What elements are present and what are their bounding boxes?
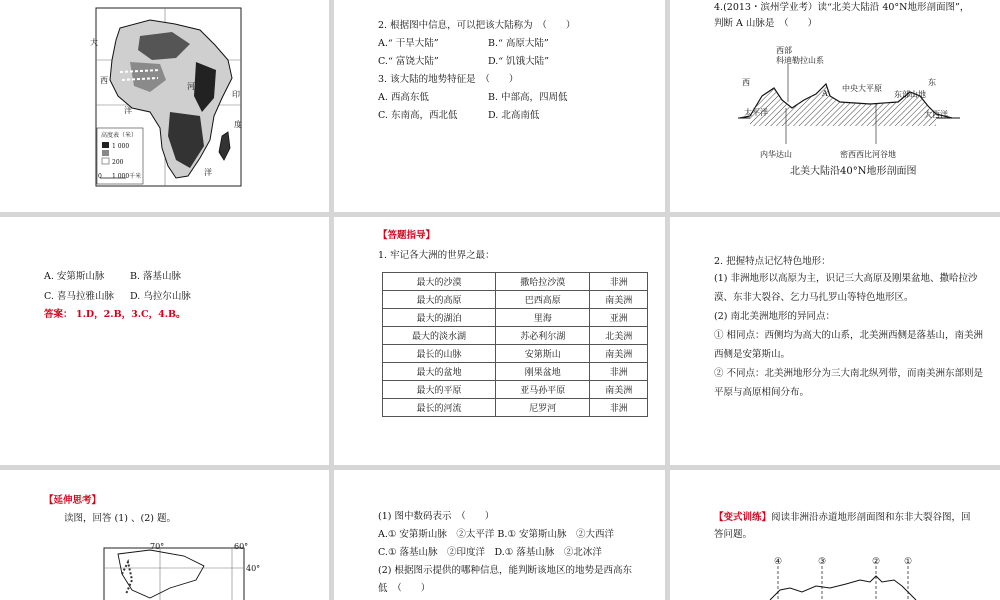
q2-option-d[interactable]: D.“ 饥饿大陆”: [488, 56, 550, 67]
q3-option-a[interactable]: A. 西高东低: [378, 92, 429, 103]
map-label-yang: 洋: [124, 106, 132, 115]
table-row: [383, 345, 648, 363]
longitude-60: 60°: [234, 542, 249, 551]
landform-p4: ② 不同点：北美洲地形分为三大南北纵列带，而南美洲东部则是平原与高原相间分布。: [714, 368, 984, 398]
south-america-map-partial: [0, 470, 329, 600]
profile-mark-1: ①: [904, 557, 913, 567]
q2-option-b[interactable]: B.“ 高原大陆”: [488, 38, 549, 49]
map-label-du: 度: [234, 120, 242, 129]
africa-elevation-map: [0, 0, 329, 212]
table-cell: 南美洲: [590, 291, 648, 309]
legend-200: 200: [112, 159, 124, 166]
q3-option-d[interactable]: D. 北高南低: [488, 110, 540, 121]
answer-label: 答案：: [44, 309, 73, 320]
table-cell: 里海: [495, 309, 589, 327]
table-cell: 苏必利尔湖: [495, 327, 589, 345]
ext-question-1: (1) 图中数码表示 （ ）: [378, 511, 495, 522]
extend-header: 【延伸思考】: [44, 495, 102, 506]
table-cell: 巴西高原: [495, 291, 589, 309]
label-atlantic: 大西洋: [924, 110, 948, 119]
map-label-yin: 印: [232, 90, 240, 99]
scale-zero: 0: [98, 173, 102, 180]
table-row: [383, 309, 648, 327]
table-cell: 最长的河流: [383, 399, 496, 417]
map-label-he: 河: [187, 82, 195, 91]
variant-text: 阅读非洲沿赤道地形剖面图和东非大裂谷图，回: [771, 512, 971, 523]
q4-option-c[interactable]: C. 喜马拉雅山脉: [44, 291, 114, 302]
label-mississippi: 密西西比河谷地: [840, 150, 896, 159]
slide-question-extended: [334, 470, 665, 600]
latitude-40: 40°: [246, 564, 261, 573]
table-cell: 北美洲: [590, 327, 648, 345]
legend-1000: 1 000: [112, 143, 130, 150]
table-row: [383, 399, 648, 417]
question-3: 3. 该大陆的地势特征是 （ ）: [378, 74, 519, 85]
ext-question-2b: 低 （ ）: [378, 583, 431, 594]
ext-question-2: (2) 根据图示提供的哪种信息，能判断该地区的地势是西高东: [378, 565, 632, 576]
landform-title: 2. 把握特点记忆特色地形：: [714, 256, 831, 267]
table-row: [383, 327, 648, 345]
landform-p2: (2) 南北美洲地形的异同点：: [714, 311, 835, 322]
table-cell: 刚果盆地: [495, 363, 589, 381]
extend-text: 读图，回答 (1) 、(2) 题。: [64, 513, 176, 524]
label-east: 东: [928, 78, 936, 87]
africa-equator-profile: [670, 470, 1000, 600]
table-cell: 最大的湖泊: [383, 309, 496, 327]
longitude-70: 70°: [150, 542, 165, 551]
answer-text: 1.D，2.B，3.C，4.B。: [76, 309, 186, 320]
landform-p3: ① 相同点：西侧均为高大的山系，北美洲西侧是落基山，南美洲西侧是安第斯山。: [714, 330, 984, 360]
table-row: [383, 273, 648, 291]
label-east-hills: 东部山地: [894, 90, 926, 99]
table-cell: 南美洲: [590, 381, 648, 399]
table-cell: 最大的高原: [383, 291, 496, 309]
q4-option-d[interactable]: D. 乌拉尔山脉: [130, 291, 191, 302]
label-pacific: 太平洋: [744, 108, 768, 117]
label-west: 西: [742, 78, 750, 87]
table-cell: 亚马孙平原: [495, 381, 589, 399]
slide-world-records: [334, 217, 665, 465]
question-4-line1: 4.(2013・滨州学业考）读“北美大陆沿 40°N地形剖面图”，: [714, 2, 970, 13]
q2-option-c[interactable]: C.“ 富饶大陆”: [378, 56, 439, 67]
table-cell: 撒哈拉沙漠: [495, 273, 589, 291]
q4-option-a[interactable]: A. 安第斯山脉: [44, 271, 105, 282]
guide-header: 【答题指导】: [378, 230, 436, 241]
slide-variant-training: [670, 470, 1000, 600]
ext-options-ab: A.① 安第斯山脉 ②太平洋 B.① 安第斯山脉 ②大西洋: [378, 529, 614, 540]
landform-p1: (1) 非洲地形以高原为主，识记三大高原及刚果盆地、撒哈拉沙漠、东非大裂谷、乞力马扎罗山等特色地形区。: [714, 273, 978, 303]
map-label-da: 大: [90, 38, 98, 47]
slide-options-answer: [0, 217, 329, 465]
profile-mark-2: ②: [872, 557, 881, 567]
table-cell: 最大的盆地: [383, 363, 496, 381]
table-cell: 南美洲: [590, 345, 648, 363]
world-records-table: [382, 272, 648, 417]
table-cell: 最大的平原: [383, 381, 496, 399]
label-cordillera: 科迪勒拉山系: [776, 56, 824, 65]
table-cell: 最长的山脉: [383, 345, 496, 363]
table-cell: 非洲: [590, 273, 648, 291]
ext-options-cd: C.① 落基山脉 ②印度洋 D.① 落基山脉 ②北冰洋: [378, 547, 602, 558]
scale-label: 1 000千米: [112, 173, 142, 180]
q4-option-b[interactable]: B. 落基山脉: [130, 271, 182, 282]
slide-extended-thinking: [0, 470, 329, 600]
label-central-plains: 中央大平原: [842, 84, 882, 93]
guide-intro: 1. 牢记各大洲的世界之最：: [378, 250, 495, 261]
profile-mark-3: ③: [818, 557, 827, 567]
q3-option-b[interactable]: B. 中部高，四周低: [488, 92, 568, 103]
legend-title: 高度表（米）: [101, 132, 138, 139]
q2-option-a[interactable]: A.“ 干旱大陆”: [378, 38, 439, 49]
slide-question-4: [670, 0, 1000, 212]
north-america-profile-diagram: [670, 0, 1000, 212]
map-label-yang2: 洋: [204, 168, 212, 177]
variant-header: 【变式训练】: [714, 512, 772, 523]
table-row: [383, 363, 648, 381]
table-cell: 最大的沙漠: [383, 273, 496, 291]
table-cell: 亚洲: [590, 309, 648, 327]
table-cell: 最大的淡水湖: [383, 327, 496, 345]
slide-question-2-3: [334, 0, 665, 212]
table-cell: 非洲: [590, 363, 648, 381]
table-row: [383, 291, 648, 309]
variant-text-line2: 答问题。: [714, 529, 753, 540]
q3-option-c[interactable]: C. 东南高，西北低: [378, 110, 458, 121]
table-cell: 尼罗河: [495, 399, 589, 417]
question-2: 2. 根据图中信息，可以把该大陆称为 （ ）: [378, 20, 576, 31]
slide-landform-features: [670, 217, 1000, 465]
table-cell: 非洲: [590, 399, 648, 417]
question-4-line2: 判断 A 山脉是 （ ）: [714, 18, 818, 29]
label-xibu: 西部: [776, 46, 792, 55]
diagram-caption: 北美大陆沿40°N地形剖面图: [790, 166, 917, 177]
map-label-xi: 西: [100, 76, 108, 85]
label-a: A: [822, 89, 828, 98]
slide-africa-map: [0, 0, 329, 212]
label-nevada: 内华达山: [760, 150, 792, 159]
table-cell: 安第斯山: [495, 345, 589, 363]
table-row: [383, 381, 648, 399]
profile-mark-4: ④: [774, 557, 783, 567]
